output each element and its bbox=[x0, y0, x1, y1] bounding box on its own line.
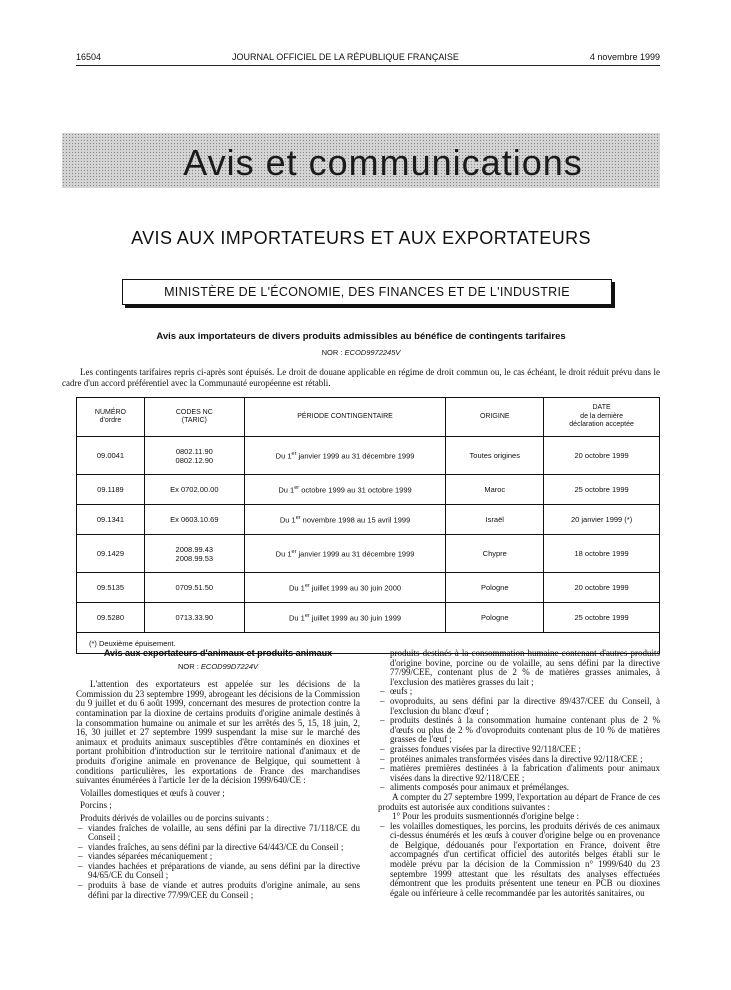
cell-origine: Toutes origines bbox=[446, 437, 544, 475]
list-item: – aliments composés pour animaux et prémélanges. bbox=[378, 783, 660, 793]
list-item: – les volailles domestiques, les porcins, les produits dérivés de ces animaux ci-dessus énumérés et les œufs à couver d'origine belge ou en provenance de Belgique, dédouanés pour l'exportation en France, doivent être accompagnés d'un certificat officiel des autorités belges établi sur le modèle prévu par la décision de la Commission n° 1999/640 du 23 septembre 1999 attestant que les résultats des analyses effectuées démontrent que les produits présentent une teneur en PCB ou dioxines égale ou inférieure à celle recommandée par les autorités sanitaires, ou bbox=[378, 822, 660, 899]
cell-origine: Pologne bbox=[446, 573, 544, 603]
header-line: PÉRIODE CONTINGENTAIRE bbox=[297, 412, 393, 420]
header-line: (TARIC) bbox=[181, 417, 207, 424]
table-row bbox=[77, 603, 660, 633]
list-item: – ovoproduits, au sens défini par la directive 89/437/CEE du Conseil, à l'exclusion du blanc d'œuf ; bbox=[378, 697, 660, 716]
header-origine bbox=[446, 398, 544, 437]
list-item: – produits à base de viande et autres produits d'origine animale, au sens défini par la directive 77/99/CEE du Conseil ; bbox=[76, 881, 360, 900]
cell-origine: Chypre bbox=[446, 535, 544, 573]
cell-date: 20 octobre 1999 bbox=[544, 437, 660, 475]
cell-date: 25 octobre 1999 bbox=[544, 603, 660, 633]
header-line: NUMÉRO bbox=[94, 408, 127, 416]
cell-codes: 2008.99.43 2008.99.53 bbox=[144, 535, 244, 573]
list-item: – viandes fraîches de volaille, au sens défini par la directive 71/118/CE du Conseil ; bbox=[76, 824, 360, 843]
cell-periode: Du 1er novembre 1998 au 15 avril 1999 bbox=[244, 505, 446, 535]
list-item: – produits destinés à la consommation humaine contenant d'autres produits d'origine bovine, porcine ou de volaille, au sens défini par la directive 77/99/CEE, contenant plus de 2 % de matières grasses animales, à l'exclusion des matières grasses du lait ; bbox=[378, 649, 660, 687]
list-item: – graisses fondues visées par la directive 92/118/CEE ; bbox=[378, 745, 660, 755]
conditions-list bbox=[378, 822, 660, 899]
notice1-title: Avis aux importateurs de divers produits admissibles au bénéfice de contingents tarifaires bbox=[156, 331, 566, 342]
table-row bbox=[77, 505, 660, 535]
cell-periode: Du 1er juillet 1999 au 30 juin 1999 bbox=[244, 603, 446, 633]
table-row bbox=[77, 475, 660, 505]
cell-numero: 09.1341 bbox=[77, 505, 145, 535]
table-row bbox=[77, 573, 660, 603]
cell-numero: 09.5280 bbox=[77, 603, 145, 633]
notice2-paragraph-2: A compter du 27 septembre 1999, l'exportation au départ de France de ces produits est autorisée aux conditions suivantes : bbox=[378, 791, 660, 812]
notice1-nor bbox=[62, 348, 660, 357]
page-number: 16504 bbox=[76, 52, 102, 62]
notice2-paragraph-1: L'attention des exportateurs est appelée sur les décisions de la Commission du 23 septembre 1999, abrogeant les décisions de la Commission du 9 juillet et du 6 août 1999, concernant des mesures de protection contre la contamination par la dioxine de certains produits d'origine animale destinés à la consommation humaine ou animale et sur les arrêtés des 5, 15, 18 juin, 2, 16, 30 juillet et 27 septembre 1999 suspendant la mise sur le marché des animaux et produits animaux susceptibles d'être contaminés en dioxines et portant prohibition d'introduction sur le territoire national d'animaux et de produits d'origine animale en provenance de Belgique, qui soumettent à conditions particulières, les exportations de France des marchandises suivantes énumérées à l'article 1er de la décision 1999/640/CE : bbox=[76, 679, 360, 786]
running-header bbox=[76, 52, 660, 66]
cell-origine: Pologne bbox=[446, 603, 544, 633]
header-line: de la dernière bbox=[580, 412, 623, 420]
cell-origine: Maroc bbox=[446, 475, 544, 505]
cell-codes: 0709.51.50 bbox=[144, 573, 244, 603]
cell-periode: Du 1er janvier 1999 au 31 décembre 1999 bbox=[244, 437, 446, 475]
cell-origine: Israël bbox=[446, 505, 544, 535]
cell-periode: Du 1er janvier 1999 au 31 décembre 1999 bbox=[244, 535, 446, 573]
right-column bbox=[378, 649, 660, 898]
table-row bbox=[77, 437, 660, 475]
line-porcins: Porcins ; bbox=[80, 800, 112, 811]
header-line: CODES NC bbox=[175, 408, 213, 416]
list-item: – matières premières destinées à la fabrication d'aliments pour animaux visées dans la directive 92/118/CEE ; bbox=[378, 764, 660, 783]
notice2-nor bbox=[76, 662, 360, 672]
cell-periode: Du 1er octobre 1999 au 31 octobre 1999 bbox=[244, 475, 446, 505]
list-item: – produits destinés à la consommation humaine contenant plus de 2 % d'œufs ou plus de 2 % d'ovoproduits contenant plus de 10 % de matières grasses de l'œuf ; bbox=[378, 716, 660, 745]
cell-date: 25 octobre 1999 bbox=[544, 475, 660, 505]
table-header-row bbox=[77, 398, 660, 437]
journal-title: JOURNAL OFFICIEL DE LA RÉPUBLIQUE FRANÇAISE bbox=[232, 52, 459, 62]
cell-numero: 09.1429 bbox=[77, 535, 145, 573]
product-list-1 bbox=[76, 824, 360, 901]
cell-date: 20 janvier 1999 (*) bbox=[544, 505, 660, 535]
line-produits: Produits dérivés de volailles ou de porcins suivants : bbox=[80, 812, 269, 823]
list-item: – viandes séparées mécaniquement ; bbox=[76, 852, 360, 862]
header-line: ORIGINE bbox=[479, 412, 510, 420]
cell-numero: 09.0041 bbox=[77, 437, 145, 475]
line-volailles: Volailles domestiques et œufs à couver ; bbox=[80, 787, 225, 798]
nor-label: NOR : bbox=[177, 661, 199, 671]
list-item: – protéines animales transformées visées dans la directive 92/118/CEE ; bbox=[378, 755, 660, 765]
cell-numero: 09.1189 bbox=[77, 475, 145, 505]
header-line: d'ordre bbox=[99, 417, 122, 424]
cell-codes: 0802.11.90 0802.12.90 bbox=[144, 437, 244, 475]
product-list-2 bbox=[378, 649, 660, 793]
header-periode bbox=[244, 398, 446, 437]
section-banner bbox=[62, 133, 660, 188]
ministry-box bbox=[122, 279, 612, 305]
nor-code: ECOD99D7224V bbox=[200, 661, 259, 671]
cell-date: 20 octobre 1999 bbox=[544, 573, 660, 603]
cell-codes: Ex 0702.00.00 bbox=[144, 475, 244, 505]
cell-date: 18 octobre 1999 bbox=[544, 535, 660, 573]
left-column bbox=[76, 649, 360, 900]
nor-code: ECOD9972245V bbox=[344, 348, 401, 357]
cell-numero: 09.5135 bbox=[77, 573, 145, 603]
notice1-intro: Les contingents tarifaires repris ci-après sont épuisés. Le droit de douane applicable en régime de droit commun ou, le cas échéant, le droit réduit prévu dans le cadre d'un accord préférentiel avec la Communauté européenne est rétabli. bbox=[62, 367, 660, 388]
quota-table bbox=[76, 397, 660, 654]
point-1: 1° Pour les produits susmentionnés d'origine belge : bbox=[392, 811, 579, 822]
table-row bbox=[77, 535, 660, 573]
nor-label: NOR : bbox=[321, 348, 343, 357]
cell-periode: Du 1er juillet 1999 au 30 juin 2000 bbox=[244, 573, 446, 603]
table-body bbox=[77, 437, 660, 633]
banner-title: Avis et communications bbox=[183, 141, 583, 183]
list-item: – viandes hachées et préparations de viande, au sens défini par la directive 94/65/CE du Conseil ; bbox=[76, 862, 360, 881]
cell-codes: 0713.33.90 bbox=[144, 603, 244, 633]
header-numero bbox=[77, 398, 145, 437]
header-codes bbox=[144, 398, 244, 437]
cell-codes: Ex 0603.10.69 bbox=[144, 505, 244, 535]
issue-date: 4 novembre 1999 bbox=[589, 52, 660, 62]
header-date bbox=[544, 398, 660, 437]
notice2-title: Avis aux exportateurs d'animaux et produits animaux bbox=[103, 648, 333, 658]
header-line: DATE bbox=[592, 404, 611, 412]
list-item: – viandes fraîches, au sens défini par la directive 64/443/CE du Conseil ; bbox=[76, 843, 360, 853]
section-title: AVIS AUX IMPORTATEURS ET AUX EXPORTATEURS bbox=[131, 228, 591, 248]
header-line: déclaration acceptée bbox=[569, 421, 634, 429]
list-item: – œufs ; bbox=[378, 687, 660, 697]
ministry-name: MINISTÈRE DE L'ÉCONOMIE, DES FINANCES ET DE L'INDUSTRIE bbox=[164, 285, 570, 299]
table-footnote: (*) Deuxième épuisement. bbox=[77, 633, 660, 654]
